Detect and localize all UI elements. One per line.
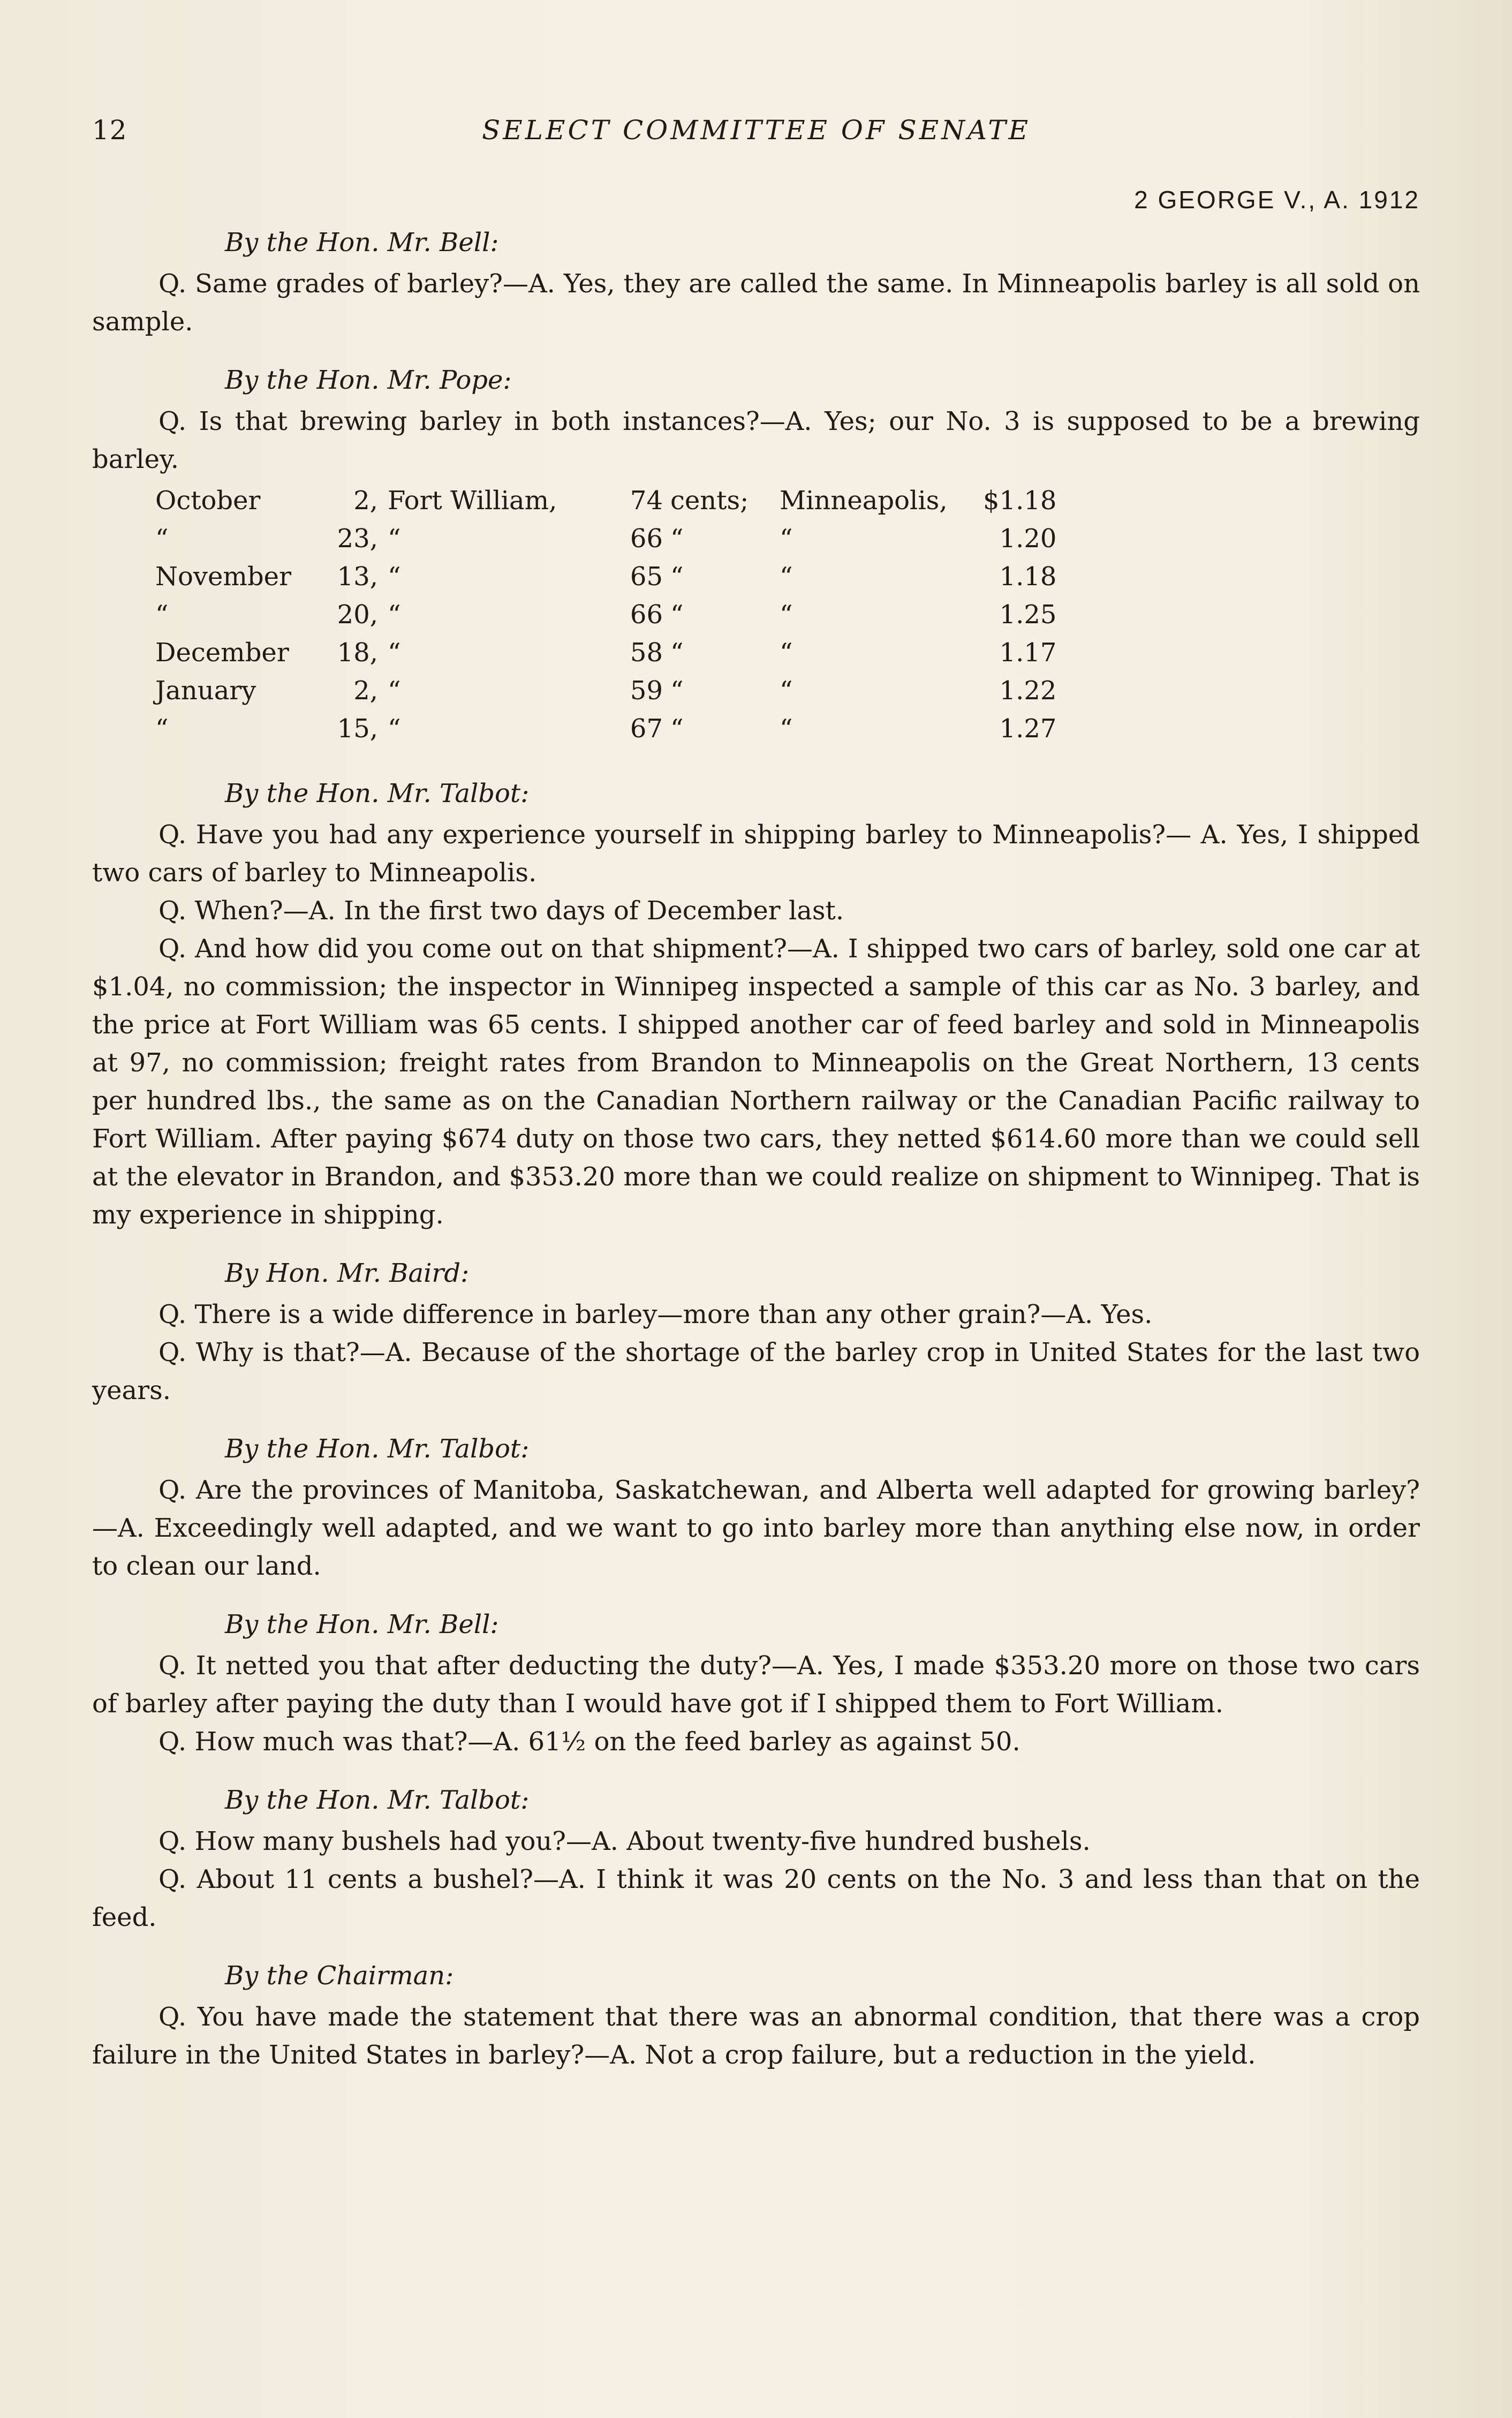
table-cell-unit: “	[670, 600, 684, 630]
table-cell-place: “	[388, 562, 401, 592]
table-cell-day: 23,	[337, 524, 378, 554]
qa-paragraph: Q. About 11 cents a bushel?—A. I think it was 20 cents on the No. 3 and less than that on the feed.	[92, 1864, 1420, 1932]
table-cell-minneapolis-price: 1.17	[999, 638, 1057, 668]
section-bell-2	[92, 1606, 1420, 1761]
table-cell-place: “	[388, 714, 401, 744]
section-bell-1	[92, 224, 1420, 341]
qa-paragraph: Q. And how did you come out on that shipment?—A. I shipped two cars of barley, sold one car at $1.04, no commission; the inspector in Winnipeg inspected a sample of this car as No. 3 barley, and the price at Fort William was 65 cents. I shipped another car of feed barley and sold in Minneapolis at 97, no commission; freight rates from Brandon to Minneapolis on the Great Northern, 13 cents per hundred lbs., the same as on the Canadian Northern railway or the Canadian Pacific railway to Fort William. After paying $674 duty on those two cars, they netted $614.60 more than we could sell at the elevator in Brandon, and $353.20 more than we could realize on shipment to Winnipeg. That is my experience in shipping.	[92, 934, 1420, 1230]
qa-paragraph: Q. Why is that?—A. Because of the shortage of the barley crop in United States for the last two years.	[92, 1338, 1420, 1406]
table-cell-place: “	[388, 638, 401, 668]
speaker-heading: By Hon. Mr. Baird:	[225, 1258, 470, 1288]
table-cell-market: “	[780, 714, 793, 744]
qa-paragraph: Q. How many bushels had you?—A. About twenty-five hundred bushels.	[158, 1826, 1091, 1856]
table-row	[155, 520, 1056, 558]
table-cell-fort-william-price: 58	[630, 638, 663, 668]
speaker-heading: By the Hon. Mr. Pope:	[225, 365, 512, 395]
table-cell-unit: “	[670, 638, 684, 668]
table-cell-place: Fort William,	[388, 486, 557, 516]
table-cell-month: January	[155, 676, 256, 706]
table-cell-place: “	[388, 676, 401, 706]
table-cell-fort-william-price: 65	[630, 562, 663, 592]
qa-paragraph: Q. Are the provinces of Manitoba, Saskatchewan, and Alberta well adapted for growing barley?—A. Exceedingly well adapted, and we want to go into barley more than anything else now, in order to clean our land.	[92, 1475, 1420, 1581]
table-cell-month: December	[155, 638, 289, 668]
section-baird	[92, 1255, 1420, 1410]
table-cell-month: “	[155, 524, 169, 554]
table-cell-minneapolis-price: 1.20	[999, 524, 1057, 554]
running-title: SELECT COMMITTEE OF SENATE	[482, 115, 1031, 146]
table-cell-day: 13,	[337, 562, 378, 592]
table-row	[155, 482, 1056, 520]
speaker-heading: By the Chairman:	[225, 1961, 454, 1991]
qa-paragraph: Q. Same grades of barley?—A. Yes, they are called the same. In Minneapolis barley is all sold on sample.	[92, 269, 1420, 337]
table-cell-market: “	[780, 562, 793, 592]
table-cell-place: “	[388, 600, 401, 630]
section-talbot-2	[92, 1430, 1420, 1585]
table-cell-month: November	[155, 562, 292, 592]
table-cell-unit: “	[670, 676, 684, 706]
table-cell-unit: “	[670, 524, 684, 554]
qa-paragraph: Q. You have made the statement that there was an abnormal condition, that there was a crop failure in the United States in barley?—A. Not a crop failure, but a reduction in the yield.	[92, 2002, 1420, 2070]
table-row	[155, 710, 1056, 748]
table-cell-minneapolis-price: 1.22	[999, 676, 1057, 706]
table-cell-market: “	[780, 638, 793, 668]
table-cell-minneapolis-price: 1.27	[999, 714, 1057, 744]
table-cell-fort-william-price: 66	[630, 600, 663, 630]
qa-paragraph: Q. How much was that?—A. 61½ on the feed barley as against 50.	[158, 1727, 1020, 1757]
table-cell-fort-william-price: 67	[630, 714, 663, 744]
table-cell-day: 20,	[337, 600, 378, 630]
table-cell-day: 2,	[353, 676, 378, 706]
table-cell-day: 18,	[337, 638, 378, 668]
table-cell-month: “	[155, 714, 169, 744]
table-cell-market: “	[780, 600, 793, 630]
table-cell-month: “	[155, 600, 169, 630]
table-cell-place: “	[388, 524, 401, 554]
table-cell-fort-william-price: 74	[630, 486, 663, 516]
qa-paragraph: Q. Have you had any experience yourself in shipping barley to Minneapolis?— A. Yes, I shipped two cars of barley to Minneapolis.	[92, 820, 1420, 888]
table-cell-day: 2,	[353, 486, 378, 516]
speaker-heading: By the Hon. Mr. Bell:	[225, 1610, 499, 1639]
table-cell-market: “	[780, 524, 793, 554]
session-label: 2 GEORGE V., A. 1912	[1134, 186, 1420, 214]
table-cell-day: 15,	[337, 714, 378, 744]
qa-paragraph: Q. When?—A. In the first two days of December last.	[158, 896, 844, 926]
speaker-heading: By the Hon. Mr. Talbot:	[225, 1785, 530, 1815]
section-chairman	[92, 1957, 1420, 2074]
table-cell-market: “	[780, 676, 793, 706]
table-cell-month: October	[155, 486, 261, 516]
table-cell-minneapolis-price: 1.18	[999, 562, 1057, 592]
table-row	[155, 596, 1056, 634]
qa-paragraph: Q. There is a wide difference in barley—more than any other grain?—A. Yes.	[158, 1299, 1153, 1329]
testimony-body	[92, 224, 1420, 2095]
table-cell-minneapolis-price: 1.25	[999, 600, 1057, 630]
qa-paragraph: Q. It netted you that after deducting the duty?—A. Yes, I made $353.20 more on those two cars of barley after paying the duty than I would have got if I shipped them to Fort William.	[92, 1651, 1420, 1719]
page-number: 12	[92, 115, 127, 146]
table-cell-fort-william-price: 66	[630, 524, 663, 554]
speaker-heading: By the Hon. Mr. Talbot:	[225, 779, 530, 808]
speaker-heading: By the Hon. Mr. Talbot:	[225, 1434, 530, 1464]
section-talbot-3	[92, 1781, 1420, 1937]
barley-price-table	[155, 482, 1056, 748]
table-cell-unit: “	[670, 562, 684, 592]
qa-paragraph: Q. Is that brewing barley in both instances?—A. Yes; our No. 3 is supposed to be a brewing barley.	[92, 406, 1420, 474]
table-cell-unit: cents;	[670, 486, 749, 516]
table-row	[155, 672, 1056, 710]
table-row	[155, 634, 1056, 672]
table-cell-unit: “	[670, 714, 684, 744]
table-row	[155, 558, 1056, 596]
table-cell-minneapolis-price: $1.18	[983, 486, 1057, 516]
table-cell-market: Minneapolis,	[780, 486, 948, 516]
section-pope	[92, 361, 1420, 479]
section-talbot-1	[92, 775, 1420, 1234]
speaker-heading: By the Hon. Mr. Bell:	[225, 228, 499, 258]
table-cell-fort-william-price: 59	[630, 676, 663, 706]
